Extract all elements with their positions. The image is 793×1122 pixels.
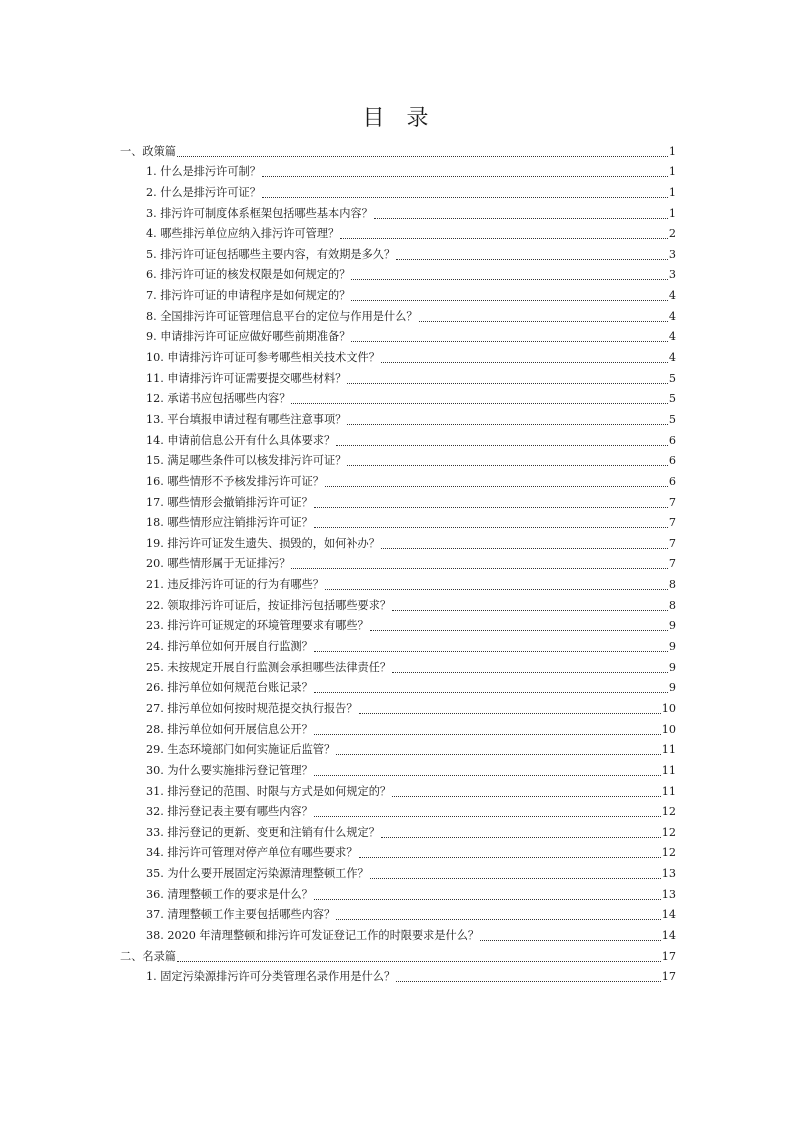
toc-page-number: 7 <box>668 536 676 550</box>
toc-entry-title: 6. 排污许可证的核发权限是如何规定的？ <box>146 268 351 282</box>
toc-page-number: 1 <box>668 144 676 158</box>
toc-entry[interactable] <box>120 262 676 283</box>
toc-entry-title: 5. 排污许可证包括哪些主要内容，有效期是多久？ <box>146 247 396 261</box>
toc-entry[interactable] <box>120 324 676 345</box>
toc-page-number: 14 <box>661 908 676 922</box>
toc-entry-title: 32. 排污登记表主要有哪些内容？ <box>146 805 313 819</box>
toc-page-number: 1 <box>668 185 676 199</box>
title-char-1: 目 <box>362 106 387 131</box>
toc-entry[interactable] <box>120 159 676 180</box>
toc-entry[interactable] <box>120 406 676 427</box>
toc-entry-title: 8. 全国排污许可证管理信息平台的定位与作用是什么？ <box>146 309 418 323</box>
dot-leader <box>177 144 668 157</box>
toc-entry[interactable] <box>120 757 676 778</box>
toc-entry-title: 11. 申请排污许可证需要提交哪些材料？ <box>146 371 347 385</box>
toc-page-number: 9 <box>668 681 676 695</box>
dot-leader <box>314 887 661 900</box>
dot-leader <box>381 350 668 363</box>
toc-entry[interactable] <box>120 695 676 716</box>
toc-entry-title: 二、名录篇 <box>120 949 176 963</box>
dot-leader <box>396 247 668 260</box>
toc-entry-title: 17. 哪些情形会撤销排污许可证？ <box>146 495 313 509</box>
dot-leader <box>370 866 661 879</box>
toc-section-entry[interactable] <box>120 943 676 964</box>
dot-leader <box>336 742 661 755</box>
toc-page-number: 4 <box>668 351 676 365</box>
toc-page-number: 9 <box>668 640 676 654</box>
toc-entry-title: 16. 哪些情形不予核发排污许可证？ <box>146 474 324 488</box>
toc-entry[interactable] <box>120 799 676 820</box>
dot-leader <box>314 804 661 817</box>
dot-leader <box>325 577 668 590</box>
toc-entry[interactable] <box>120 592 676 613</box>
dot-leader <box>314 495 668 508</box>
dot-leader <box>359 845 661 858</box>
toc-page-number: 17 <box>661 949 676 963</box>
toc-entry-title: 10. 申请排污许可证可参考哪些相关技术文件？ <box>146 351 380 365</box>
toc-entry-title: 26. 排污单位如何规范台账记录？ <box>146 681 313 695</box>
toc-page-number: 7 <box>668 516 676 530</box>
dot-leader <box>314 515 668 528</box>
toc-page-number: 12 <box>661 846 676 860</box>
dot-leader <box>392 784 661 797</box>
toc-entry[interactable] <box>120 675 676 696</box>
toc-entry-title: 28. 排污单位如何开展信息公开？ <box>146 722 313 736</box>
toc-entry-title: 9. 申请排污许可证应做好哪些前期准备？ <box>146 330 351 344</box>
dot-leader <box>351 329 667 342</box>
toc-entry-title: 30. 为什么要实施排污登记管理？ <box>146 763 313 777</box>
toc-entry-title: 3. 排污许可制度体系框架包括哪些基本内容？ <box>146 206 373 220</box>
dot-leader <box>392 598 668 611</box>
toc-entry[interactable] <box>120 654 676 675</box>
toc-page-number: 5 <box>668 392 676 406</box>
toc-page-number: 6 <box>668 454 676 468</box>
title-char-2: 录 <box>406 106 431 131</box>
toc-page-number: 5 <box>668 371 676 385</box>
toc-page-number: 8 <box>668 578 676 592</box>
toc-entry-title: 37. 清理整顿工作主要包括哪些内容？ <box>146 908 336 922</box>
toc-page-number: 9 <box>668 660 676 674</box>
toc-entry[interactable] <box>120 922 676 943</box>
toc-entry[interactable] <box>120 489 676 510</box>
toc-entry[interactable] <box>120 448 676 469</box>
dot-leader <box>419 309 668 322</box>
toc-entry[interactable] <box>120 737 676 758</box>
toc-entry[interactable] <box>120 530 676 551</box>
toc-entry-title: 2. 什么是排污许可证？ <box>146 185 261 199</box>
toc-page-number: 6 <box>668 433 676 447</box>
dot-leader <box>347 453 668 466</box>
toc-entry-title: 1. 什么是排污许可制？ <box>146 165 261 179</box>
dot-leader <box>262 164 668 177</box>
toc-entry[interactable] <box>120 468 676 489</box>
toc-entry-title: 22. 领取排污许可证后，按证排污包括哪些要求？ <box>146 598 392 612</box>
toc-entry-title: 27. 排污单位如何按时规范提交执行报告？ <box>146 701 358 715</box>
toc-entry-title: 7. 排污许可证的申请程序是如何规定的？ <box>146 289 351 303</box>
toc-entry-title: 15. 满足哪些条件可以核发排污许可证？ <box>146 454 347 468</box>
dot-leader <box>370 618 668 631</box>
dot-leader <box>351 267 667 280</box>
toc-entry[interactable] <box>120 613 676 634</box>
dot-leader <box>336 907 661 920</box>
toc-entry[interactable] <box>120 716 676 737</box>
toc-page-number: 6 <box>668 474 676 488</box>
dot-leader <box>347 371 668 384</box>
toc-entry[interactable] <box>120 633 676 654</box>
toc-entry[interactable] <box>120 344 676 365</box>
toc-page-number: 14 <box>661 928 676 942</box>
toc-page-number: 11 <box>661 763 676 777</box>
toc-page-number: 4 <box>668 289 676 303</box>
toc-page-number: 2 <box>668 227 676 241</box>
toc-entry[interactable] <box>120 881 676 902</box>
dot-leader <box>396 969 661 982</box>
toc-entry[interactable] <box>120 551 676 572</box>
toc-page-number: 3 <box>668 247 676 261</box>
toc-page-number: 1 <box>668 206 676 220</box>
dot-leader <box>340 226 668 239</box>
toc-entry[interactable] <box>120 303 676 324</box>
toc-entry[interactable] <box>120 241 676 262</box>
dot-leader <box>336 433 668 446</box>
dot-leader <box>291 391 667 404</box>
toc-page-number: 13 <box>661 867 676 881</box>
toc-entry-title: 38. 2020 年清理整顿和排污许可发证登记工作的时限要求是什么？ <box>146 928 480 942</box>
toc-entry[interactable] <box>120 819 676 840</box>
dot-leader <box>392 660 668 673</box>
dot-leader <box>381 536 668 549</box>
dot-leader <box>325 474 668 487</box>
toc-entry[interactable] <box>120 571 676 592</box>
dot-leader <box>374 206 668 219</box>
toc-entry-title: 35. 为什么要开展固定污染源清理整顿工作？ <box>146 867 369 881</box>
toc-entry[interactable] <box>120 860 676 881</box>
toc-entry[interactable] <box>120 778 676 799</box>
toc-entry[interactable] <box>120 902 676 923</box>
dot-leader <box>351 288 667 301</box>
toc-entry[interactable] <box>120 179 676 200</box>
toc-page-number: 1 <box>668 165 676 179</box>
toc-page-number: 11 <box>661 784 676 798</box>
toc-section-entry[interactable] <box>120 138 676 159</box>
toc-page-number: 5 <box>668 412 676 426</box>
dot-leader <box>359 701 661 714</box>
toc-entry[interactable] <box>120 200 676 221</box>
dot-leader <box>314 680 668 693</box>
toc-entry-title: 33. 排污登记的更新、变更和注销有什么规定？ <box>146 825 380 839</box>
dot-leader <box>177 949 661 962</box>
toc-entry-title: 14. 申请前信息公开有什么具体要求？ <box>146 433 336 447</box>
toc-entry[interactable] <box>120 964 676 985</box>
toc-entry-title: 19. 排污许可证发生遗失、损毁的，如何补办？ <box>146 536 380 550</box>
toc-entry-title: 20. 哪些情形属于无证排污？ <box>146 557 291 571</box>
toc-entry-title: 1. 固定污染源排污许可分类管理名录作用是什么？ <box>146 970 396 984</box>
toc-entry[interactable] <box>120 840 676 861</box>
dot-leader <box>347 412 668 425</box>
dot-leader <box>314 763 661 776</box>
toc-entry[interactable] <box>120 386 676 407</box>
toc-entry-title: 24. 排污单位如何开展自行监测？ <box>146 640 313 654</box>
toc-page-number: 10 <box>661 701 676 715</box>
toc-entry-title: 21. 违反排污许可证的行为有哪些？ <box>146 578 324 592</box>
toc-page-number: 4 <box>668 330 676 344</box>
dot-leader <box>480 928 661 941</box>
toc-entry[interactable] <box>120 221 676 242</box>
toc-entry-title: 4. 哪些排污单位应纳入排污许可管理？ <box>146 227 340 241</box>
toc-entry-title: 12. 承诺书应包括哪些内容？ <box>146 392 291 406</box>
toc-page-number: 7 <box>668 557 676 571</box>
toc-page-number: 10 <box>661 722 676 736</box>
toc-page-number: 13 <box>661 887 676 901</box>
toc-page-number: 9 <box>668 619 676 633</box>
toc-entry-title: 36. 清理整顿工作的要求是什么？ <box>146 887 313 901</box>
toc-page-number: 11 <box>661 743 676 757</box>
dot-leader <box>314 639 668 652</box>
toc-entry-title: 34. 排污许可管理对停产单位有哪些要求？ <box>146 846 358 860</box>
page-title <box>0 101 793 132</box>
toc-entry-title: 一、政策篇 <box>120 144 176 158</box>
toc-entry-title: 29. 生态环境部门如何实施证后监管？ <box>146 743 336 757</box>
dot-leader <box>314 722 661 735</box>
toc-entry-title: 18. 哪些情形应注销排污许可证？ <box>146 516 313 530</box>
toc-page-number: 8 <box>668 598 676 612</box>
toc-entry[interactable] <box>120 510 676 531</box>
toc-page-number: 12 <box>661 805 676 819</box>
toc-page-number: 4 <box>668 309 676 323</box>
toc-page-number: 3 <box>668 268 676 282</box>
toc-page-number: 7 <box>668 495 676 509</box>
toc-entry-title: 25. 未按规定开展自行监测会承担哪些法律责任？ <box>146 660 392 674</box>
toc-entry[interactable] <box>120 365 676 386</box>
toc-entry[interactable] <box>120 427 676 448</box>
toc-entry-title: 13. 平台填报申请过程有哪些注意事项？ <box>146 412 347 426</box>
table-of-contents <box>120 138 676 984</box>
toc-entry[interactable] <box>120 282 676 303</box>
dot-leader <box>381 825 661 838</box>
dot-leader <box>291 556 667 569</box>
toc-entry-title: 31. 排污登记的范围、时限与方式是如何规定的？ <box>146 784 392 798</box>
toc-page-number: 17 <box>661 970 676 984</box>
toc-entry-title: 23. 排污许可证规定的环境管理要求有哪些？ <box>146 619 369 633</box>
dot-leader <box>262 185 668 198</box>
toc-page-number: 12 <box>661 825 676 839</box>
